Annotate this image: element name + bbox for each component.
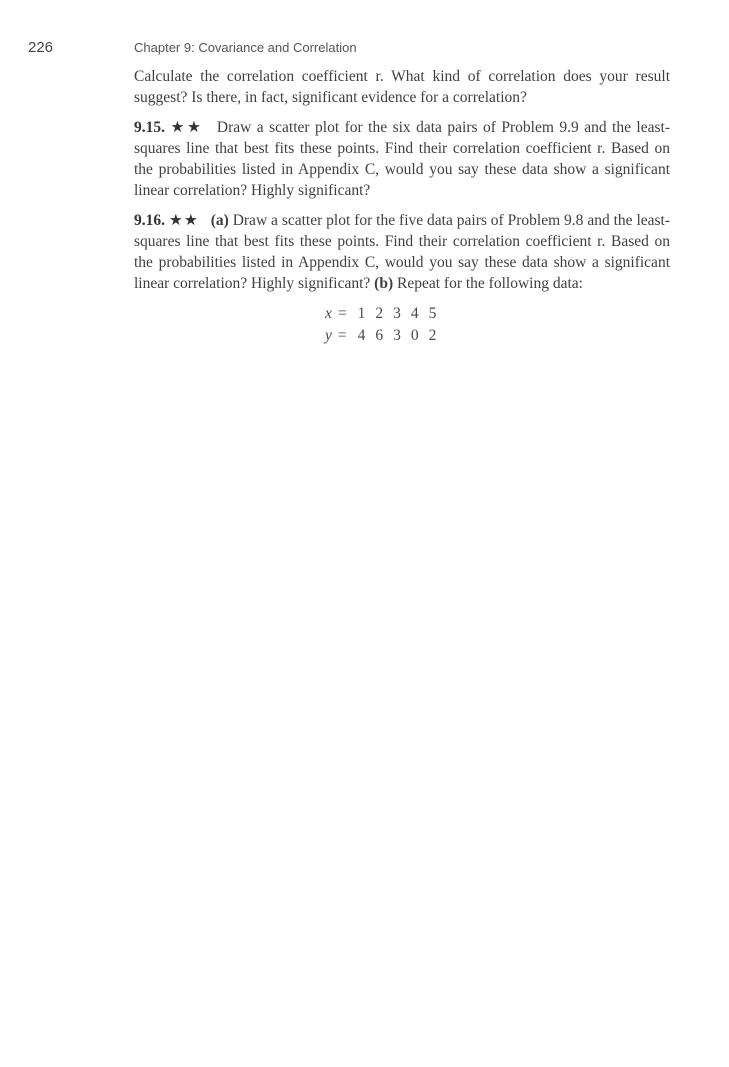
x-value: 1 <box>357 305 366 322</box>
y-label: y <box>325 327 332 344</box>
difficulty-stars: ★★ <box>170 119 204 136</box>
part-a-label: (a) <box>210 212 229 229</box>
part-a-text: Draw a scatter plot for the five data pairs of Problem 9.8 and the least-squares line that best fits these points. Find their correlation coefficient r. Based on the probabilities listed in Appendix C, would you say these data show a significant linear correlation? Highly significant? <box>134 212 671 292</box>
problem-number: 9.16. <box>134 212 165 229</box>
part-b-text: Repeat for the following data: <box>397 275 583 292</box>
x-value: 3 <box>393 305 401 322</box>
difficulty-stars: ★★ <box>168 212 199 229</box>
x-row <box>320 303 441 325</box>
problem-text: Draw a scatter plot for the six data pairs of Problem 9.9 and the least-squares line that best fits these points. Find their correlation coefficient r. Based on the probabilities listed in Appendix C, would you say these data show a significant linear correlation? Highly significant? <box>134 119 670 199</box>
page-number: 226 <box>28 39 54 56</box>
y-value: 4 <box>357 327 366 344</box>
y-row <box>320 325 441 347</box>
equals-sign: = <box>337 305 347 322</box>
y-value: 0 <box>410 327 419 344</box>
y-value: 2 <box>428 327 437 344</box>
intro-paragraph: Calculate the correlation coefficient r. What kind of correlation does your result suggest? Is there, in fact, significant evidence for a correlation? <box>134 68 670 106</box>
part-b-label: (b) <box>374 275 394 292</box>
problem-number: 9.15. <box>134 119 165 136</box>
problem-9-15 <box>134 117 670 201</box>
y-value: 6 <box>375 327 384 344</box>
running-head: Chapter 9: Covariance and Correlation <box>134 40 357 55</box>
problem-9-16 <box>134 210 670 294</box>
y-value: 3 <box>393 327 401 344</box>
x-value: 5 <box>428 305 437 322</box>
equals-sign: = <box>337 327 347 344</box>
x-value: 2 <box>375 305 384 322</box>
x-label: x <box>325 305 332 322</box>
x-value: 4 <box>410 305 419 322</box>
body-text <box>134 66 670 347</box>
data-table <box>320 303 441 347</box>
